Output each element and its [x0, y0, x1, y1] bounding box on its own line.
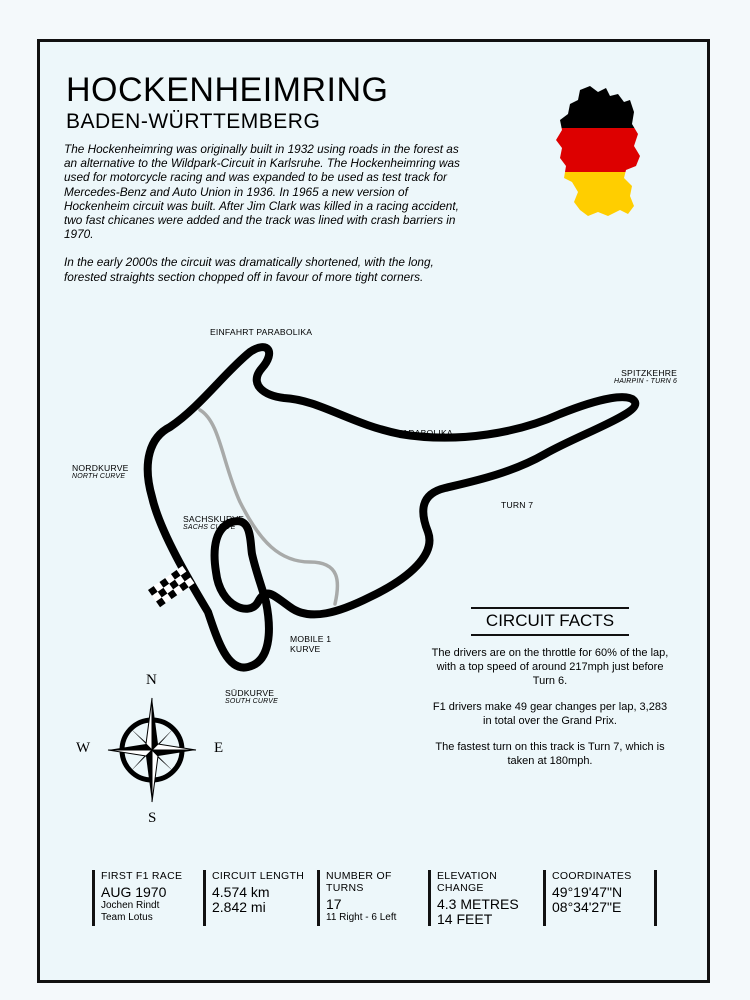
old-track-section	[200, 410, 337, 604]
corner-label-spitzkehre: SPITZKEHRE HAIRPIN - TURN 6	[614, 368, 678, 385]
fact-item: The drivers are on the throttle for 60% of the lap, with a top speed of around 217mph just before Turn 6.	[431, 647, 669, 687]
description-paragraph: In the early 2000s the circuit was dramatically shortened, with the long, forested straights section chopped off in favour of more tight corners.	[64, 255, 434, 284]
corner-label-mobile-1-kurve: MOBILE 1 KURVE	[290, 634, 332, 654]
circuit-facts	[430, 607, 670, 780]
circuit-facts-title: CIRCUIT FACTS	[471, 607, 629, 636]
corner-label-parabolika: PARABOLIKA	[397, 428, 453, 438]
compass-west: W	[76, 740, 91, 756]
corner-label-sachskurve: SACHSKURVE SACHS CURVE	[183, 514, 245, 531]
compass-north: N	[146, 672, 157, 688]
compass-rose	[76, 672, 226, 832]
poster-frame	[37, 39, 710, 983]
description-paragraph: The Hockenheimring was originally built in 1932 using roads in the forest as an alternative to the Wildpark-Circuit in Karlsruhe. The Hockenheimring was used for motorcycle racing and was expanded to be used as test track for Mercedes-Benz and Auto Union in 1936. In 1965 a new version of Hockenheim circuit was built. After Jim Clark was killed in a racing accident, two fast chicanes were added and the track was lined with crash barriers in 1970.	[64, 142, 460, 242]
compass-rose-icon	[100, 694, 204, 806]
stats-bar	[92, 870, 662, 932]
stat-circuit-length: CIRCUIT LENGTH 4.574 km 2.842 mi	[203, 870, 312, 926]
corner-label-einfahrt-parabolika: EINFAHRT PARABOLIKA	[210, 327, 313, 337]
stat-coordinates: COORDINATES 49°19'47"N 08°34'27"E	[543, 870, 652, 926]
page-title: HOCKENHEIMRING	[66, 71, 389, 109]
page-subtitle: BADEN-WÜRTTEMBERG	[66, 110, 321, 133]
corner-label-turn-7: TURN 7	[501, 500, 534, 510]
corner-label-sudkurve: SÜDKURVE SOUTH CURVE	[225, 688, 279, 705]
track-map	[40, 42, 713, 986]
compass-east: E	[214, 740, 224, 756]
compass-south: S	[148, 810, 157, 826]
corner-label-nordkurve: NORDKURVE NORTH CURVE	[72, 463, 129, 480]
stats-end-divider	[654, 870, 657, 926]
fact-item: The fastest turn on this track is Turn 7, which is taken at 180mph.	[435, 741, 665, 767]
stat-number-of-turns: NUMBER OF TURNS 17 11 Right - 6 Left	[317, 870, 426, 926]
fact-item: F1 drivers make 49 gear changes per lap, 3,283 in total over the Grand Prix.	[432, 701, 668, 727]
stat-first-race: FIRST F1 RACE AUG 1970 Jochen Rindt Team Lotus	[92, 870, 201, 926]
stat-elevation-change: ELEVATION CHANGE 4.3 METRES 14 FEET	[428, 870, 542, 926]
